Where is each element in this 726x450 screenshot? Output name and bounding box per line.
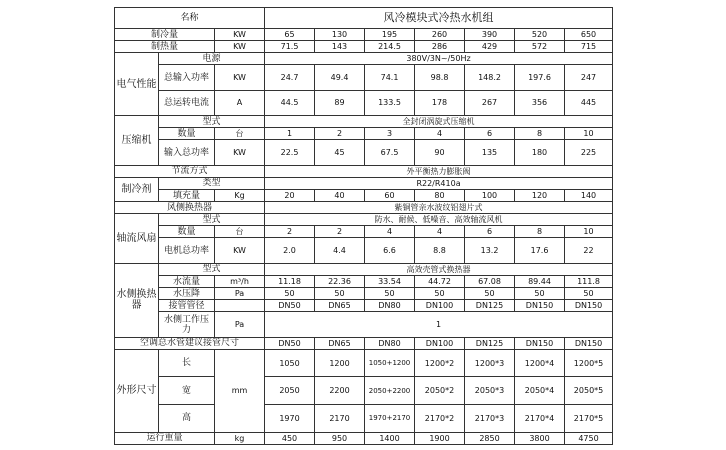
value-cell: 260: [415, 28, 465, 40]
value-cell: 45: [315, 140, 365, 165]
value-cell: 98.8: [415, 65, 465, 90]
input-power-row: [115, 65, 613, 90]
value-cell: 4.4: [315, 238, 365, 263]
power-source-row: [115, 53, 613, 65]
value-cell: 2050*4: [515, 377, 565, 405]
value-cell: 60: [365, 189, 415, 201]
value-cell: 2170*4: [515, 404, 565, 432]
value-cell: 13.2: [465, 238, 515, 263]
value-cell: 1200*3: [465, 349, 515, 377]
row-label: 运行重量: [115, 432, 215, 444]
value-cell: DN125: [465, 337, 515, 349]
value-cell: 1400: [365, 432, 415, 444]
value-cell: DN65: [315, 337, 365, 349]
value-cell: 195: [365, 28, 415, 40]
row-label: 制冷量: [115, 28, 215, 40]
water-drop-row: [115, 288, 613, 300]
row-label: 数量: [159, 226, 215, 238]
throttle-row: [115, 165, 613, 177]
unit-cell: Kg: [215, 189, 265, 201]
unit-cell: m³/h: [215, 275, 265, 287]
group-label: 水侧换热器: [115, 263, 159, 337]
unit-cell: 台: [215, 128, 265, 140]
value-cell: 50: [315, 288, 365, 300]
width-row: [115, 377, 613, 405]
value-cell: 50: [415, 288, 465, 300]
value-cell: DN150: [515, 300, 565, 312]
value-cell: DN150: [565, 300, 613, 312]
height-row: [115, 404, 613, 432]
compressor-type-row: [115, 116, 613, 128]
water-pressure-row: [115, 312, 613, 337]
group-label: 外形尺寸: [115, 349, 159, 432]
value-cell: 2050: [265, 377, 315, 405]
unit-cell: Pa: [215, 312, 265, 337]
value-cell: 1200: [315, 349, 365, 377]
value-cell: 50: [565, 288, 613, 300]
value-cell: 1050+1200: [365, 349, 415, 377]
value-cell: 89: [315, 90, 365, 115]
value-cell: 4: [365, 226, 415, 238]
unit-cell: KW: [215, 65, 265, 90]
value-cell: 2050+2200: [365, 377, 415, 405]
value-cell: 267: [465, 90, 515, 115]
value-cell: DN80: [365, 337, 415, 349]
unit-cell: KW: [215, 28, 265, 40]
compressor-count-row: [115, 128, 613, 140]
value-cell: 4: [415, 128, 465, 140]
value-cell: 148.2: [465, 65, 515, 90]
value-cell: 572: [515, 41, 565, 53]
product-title: 风冷模块式冷热水机组: [265, 8, 613, 29]
value-cell: 10: [565, 128, 613, 140]
value-cell: 6: [465, 226, 515, 238]
row-label: 节流方式: [115, 165, 265, 177]
value-cell: 22.36: [315, 275, 365, 287]
group-label: 压缩机: [115, 116, 159, 166]
row-label: 电机总功率: [159, 238, 215, 263]
value-cell: 3: [365, 128, 415, 140]
row-label: 电源: [159, 53, 265, 65]
span-value: R22/R410a: [265, 177, 613, 189]
row-label: 型式: [159, 263, 265, 275]
value-cell: 2050*2: [415, 377, 465, 405]
unit-cell: mm: [215, 349, 265, 432]
value-cell: 50: [465, 288, 515, 300]
value-cell: 65: [265, 28, 315, 40]
value-cell: 50: [365, 288, 415, 300]
value-cell: 225: [565, 140, 613, 165]
value-cell: 2: [265, 226, 315, 238]
span-value: 紫铜管亲水波纹铝翅片式: [265, 202, 613, 214]
value-cell: 2850: [465, 432, 515, 444]
span-value: 1: [265, 312, 613, 337]
refrigerant-type-row: [115, 177, 613, 189]
value-cell: 6: [465, 128, 515, 140]
unit-cell: [215, 300, 265, 312]
value-cell: 111.8: [565, 275, 613, 287]
value-cell: 1900: [415, 432, 465, 444]
row-label: 填充量: [159, 189, 215, 201]
unit-cell: A: [215, 90, 265, 115]
weight-row: [115, 432, 613, 444]
row-label: 型式: [159, 214, 265, 226]
unit-cell: 台: [215, 226, 265, 238]
value-cell: 356: [515, 90, 565, 115]
value-cell: 247: [565, 65, 613, 90]
value-cell: 197.6: [515, 65, 565, 90]
span-value: 外平衡热力膨胀阀: [265, 165, 613, 177]
spec-table: [114, 7, 613, 445]
value-cell: 44.72: [415, 275, 465, 287]
value-cell: 130: [315, 28, 365, 40]
value-cell: DN100: [415, 300, 465, 312]
group-label: 电气性能: [115, 53, 159, 116]
value-cell: 2050*3: [465, 377, 515, 405]
unit-cell: KW: [215, 238, 265, 263]
value-cell: 24.7: [265, 65, 315, 90]
unit-cell: Pa: [215, 288, 265, 300]
row-label: 长: [159, 349, 215, 377]
value-cell: 2200: [315, 377, 365, 405]
value-cell: 1200*5: [565, 349, 613, 377]
value-cell: 8: [515, 226, 565, 238]
value-cell: 140: [565, 189, 613, 201]
span-value: 全封闭涡旋式压缩机: [265, 116, 613, 128]
value-cell: 8.8: [415, 238, 465, 263]
value-cell: 2: [315, 226, 365, 238]
value-cell: 20: [265, 189, 315, 201]
group-label: 轴流风扇: [115, 214, 159, 264]
value-cell: 17.6: [515, 238, 565, 263]
row-label: 高: [159, 404, 215, 432]
value-cell: 120: [515, 189, 565, 201]
value-cell: 4750: [565, 432, 613, 444]
row-label: 水流量: [159, 275, 215, 287]
value-cell: DN150: [515, 337, 565, 349]
water-flow-row: [115, 275, 613, 287]
value-cell: DN65: [315, 300, 365, 312]
value-cell: 100: [465, 189, 515, 201]
value-cell: 74.1: [365, 65, 415, 90]
value-cell: 22: [565, 238, 613, 263]
span-value: 380V/3N~/50Hz: [265, 53, 613, 65]
current-row: [115, 90, 613, 115]
value-cell: 214.5: [365, 41, 415, 53]
ac-pipe-row: [115, 337, 613, 349]
row-label: 输入总功率: [159, 140, 215, 165]
value-cell: 33.54: [365, 275, 415, 287]
value-cell: 71.5: [265, 41, 315, 53]
group-label: 制冷剂: [115, 177, 159, 201]
value-cell: 445: [565, 90, 613, 115]
value-cell: 22.5: [265, 140, 315, 165]
span-value: 防水、耐候、低噪音、高效轴流风机: [265, 214, 613, 226]
value-cell: 67.5: [365, 140, 415, 165]
value-cell: DN50: [265, 300, 315, 312]
row-label: 宽: [159, 377, 215, 405]
value-cell: DN80: [365, 300, 415, 312]
value-cell: 650: [565, 28, 613, 40]
value-cell: 390: [465, 28, 515, 40]
value-cell: 143: [315, 41, 365, 53]
value-cell: 10: [565, 226, 613, 238]
value-cell: 49.4: [315, 65, 365, 90]
value-cell: 2170*2: [415, 404, 465, 432]
fan-power-row: [115, 238, 613, 263]
value-cell: 450: [265, 432, 315, 444]
length-row: [115, 349, 613, 377]
value-cell: 6.6: [365, 238, 415, 263]
value-cell: 3800: [515, 432, 565, 444]
value-cell: 1970: [265, 404, 315, 432]
value-cell: 40: [315, 189, 365, 201]
cooling-row: [115, 28, 613, 40]
value-cell: 429: [465, 41, 515, 53]
row-label: 总输入功率: [159, 65, 215, 90]
value-cell: 286: [415, 41, 465, 53]
unit-cell: KW: [215, 41, 265, 53]
row-label: 接管管径: [159, 300, 215, 312]
value-cell: DN100: [415, 337, 465, 349]
heating-row: [115, 41, 613, 53]
value-cell: 950: [315, 432, 365, 444]
value-cell: 2170*3: [465, 404, 515, 432]
name-label: 名称: [115, 8, 265, 29]
unit-cell: kg: [215, 432, 265, 444]
water-hex-type-row: [115, 263, 613, 275]
value-cell: 50: [515, 288, 565, 300]
value-cell: 178: [415, 90, 465, 115]
row-label: 数量: [159, 128, 215, 140]
value-cell: DN125: [465, 300, 515, 312]
span-value: 高效壳管式换热器: [265, 263, 613, 275]
value-cell: 11.18: [265, 275, 315, 287]
value-cell: 8: [515, 128, 565, 140]
row-label: 型式: [159, 116, 265, 128]
value-cell: 715: [565, 41, 613, 53]
row-label: 水侧工作压力: [159, 312, 215, 337]
value-cell: 2170: [315, 404, 365, 432]
fan-type-row: [115, 214, 613, 226]
value-cell: 1200*2: [415, 349, 465, 377]
value-cell: 67.08: [465, 275, 515, 287]
row-label: 类型: [159, 177, 265, 189]
row-label: 空调总水管建议接管尺寸: [115, 337, 265, 349]
value-cell: 1050: [265, 349, 315, 377]
fan-count-row: [115, 226, 613, 238]
value-cell: 135: [465, 140, 515, 165]
refrigerant-charge-row: [115, 189, 613, 201]
row-label: 风侧换热器: [115, 202, 265, 214]
value-cell: 1: [265, 128, 315, 140]
row-label: 总运转电流: [159, 90, 215, 115]
value-cell: 89.44: [515, 275, 565, 287]
value-cell: 133.5: [365, 90, 415, 115]
value-cell: 1970+2170: [365, 404, 415, 432]
value-cell: DN50: [265, 337, 315, 349]
value-cell: 180: [515, 140, 565, 165]
value-cell: 2: [315, 128, 365, 140]
value-cell: 80: [415, 189, 465, 201]
compressor-power-row: [115, 140, 613, 165]
air-hex-row: [115, 202, 613, 214]
value-cell: 1200*4: [515, 349, 565, 377]
row-label: 水压降: [159, 288, 215, 300]
value-cell: DN150: [565, 337, 613, 349]
header-row: [115, 8, 613, 29]
unit-cell: KW: [215, 140, 265, 165]
row-label: 制热量: [115, 41, 215, 53]
value-cell: 2170*5: [565, 404, 613, 432]
value-cell: 44.5: [265, 90, 315, 115]
value-cell: 50: [265, 288, 315, 300]
value-cell: 4: [415, 226, 465, 238]
pipe-size-row: [115, 300, 613, 312]
value-cell: 520: [515, 28, 565, 40]
value-cell: 90: [415, 140, 465, 165]
value-cell: 2.0: [265, 238, 315, 263]
value-cell: 2050*5: [565, 377, 613, 405]
